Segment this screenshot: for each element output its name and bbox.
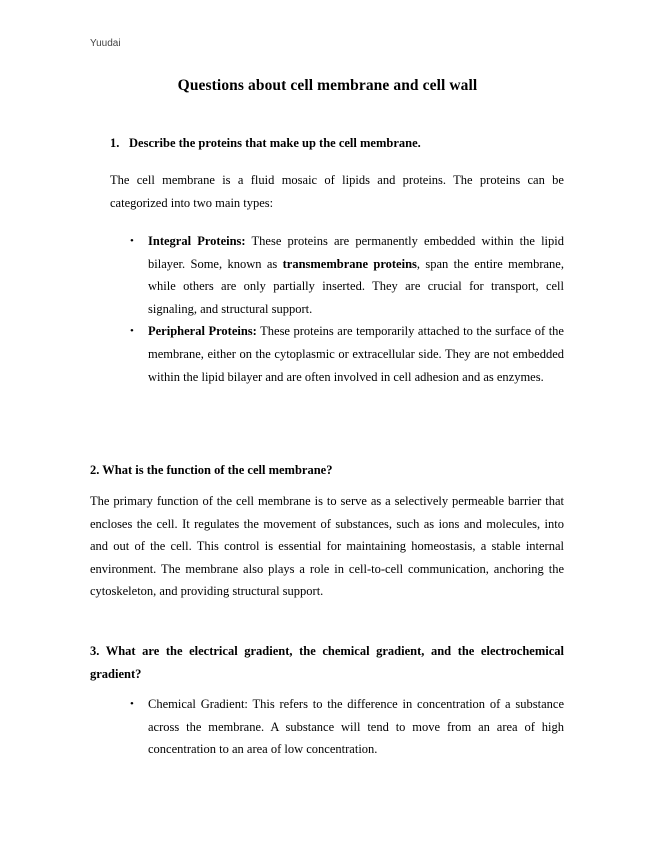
question-1-intro: The cell membrane is a fluid mosaic of lipids and proteins. The proteins can be categorized into two main types: <box>110 173 564 210</box>
question-3-bullet-list <box>130 693 564 761</box>
chemical-gradient-text: Chemical Gradient: This refers to the difference in concentration of a substance across the membrane. A substance will tend to move from an area of high concentration to an area of low concentration. <box>148 697 564 757</box>
list-item-peripheral-proteins <box>130 320 564 388</box>
integral-proteins-text-b: , span the entire membrane, while others are only partially inserted. They are crucial for transport, cell signaling, and structural support. <box>148 256 564 316</box>
bullet-icon: • <box>130 325 134 338</box>
term-peripheral-proteins: Peripheral Proteins: <box>148 324 257 339</box>
peripheral-proteins-text: These proteins are temporarily attached to the surface of the membrane, either on the cytoplasmic or extracellular side. They are not embedded within the lipid bilayer and are often involved in cell adhesion and as enzymes. <box>148 324 564 384</box>
integral-proteins-text-a: These proteins are permanently embedded within the lipid bilayer. Some, known as <box>148 234 564 271</box>
term-integral-proteins: Integral Proteins: <box>148 234 246 248</box>
question-2-answer: The primary function of the cell membrane is to serve as a selectively permeable barrier that encloses the cell. It regulates the movement of substances, such as ions and molecules, into and out of the cell. This control is essential for maintaining homeostasis, a stable internal environment. The membrane also plays a role in cell-to-cell communication, anchoring the cytoskeleton, and providing structural support. <box>90 494 564 599</box>
bullet-icon: • <box>130 235 134 247</box>
question-3-heading: 3. What are the electrical gradient, the chemical gradient, and the electrochemical gradient? <box>90 644 564 681</box>
term-transmembrane-proteins: transmembrane proteins <box>282 256 417 271</box>
list-item-integral-proteins <box>130 230 564 320</box>
question-2-heading: 2. What is the function of the cell membrane? <box>90 463 333 477</box>
document-title: Questions about cell membrane and cell wall <box>177 77 478 94</box>
question-1-number: 1. <box>110 136 120 150</box>
list-item-chemical-gradient <box>130 693 564 761</box>
question-1-text: Describe the proteins that make up the cell membrane. <box>129 136 421 150</box>
question-1-heading <box>110 132 570 155</box>
author-name: Yuudai <box>90 38 121 49</box>
question-1-bullet-list <box>130 230 564 388</box>
bullet-icon: • <box>130 698 134 710</box>
